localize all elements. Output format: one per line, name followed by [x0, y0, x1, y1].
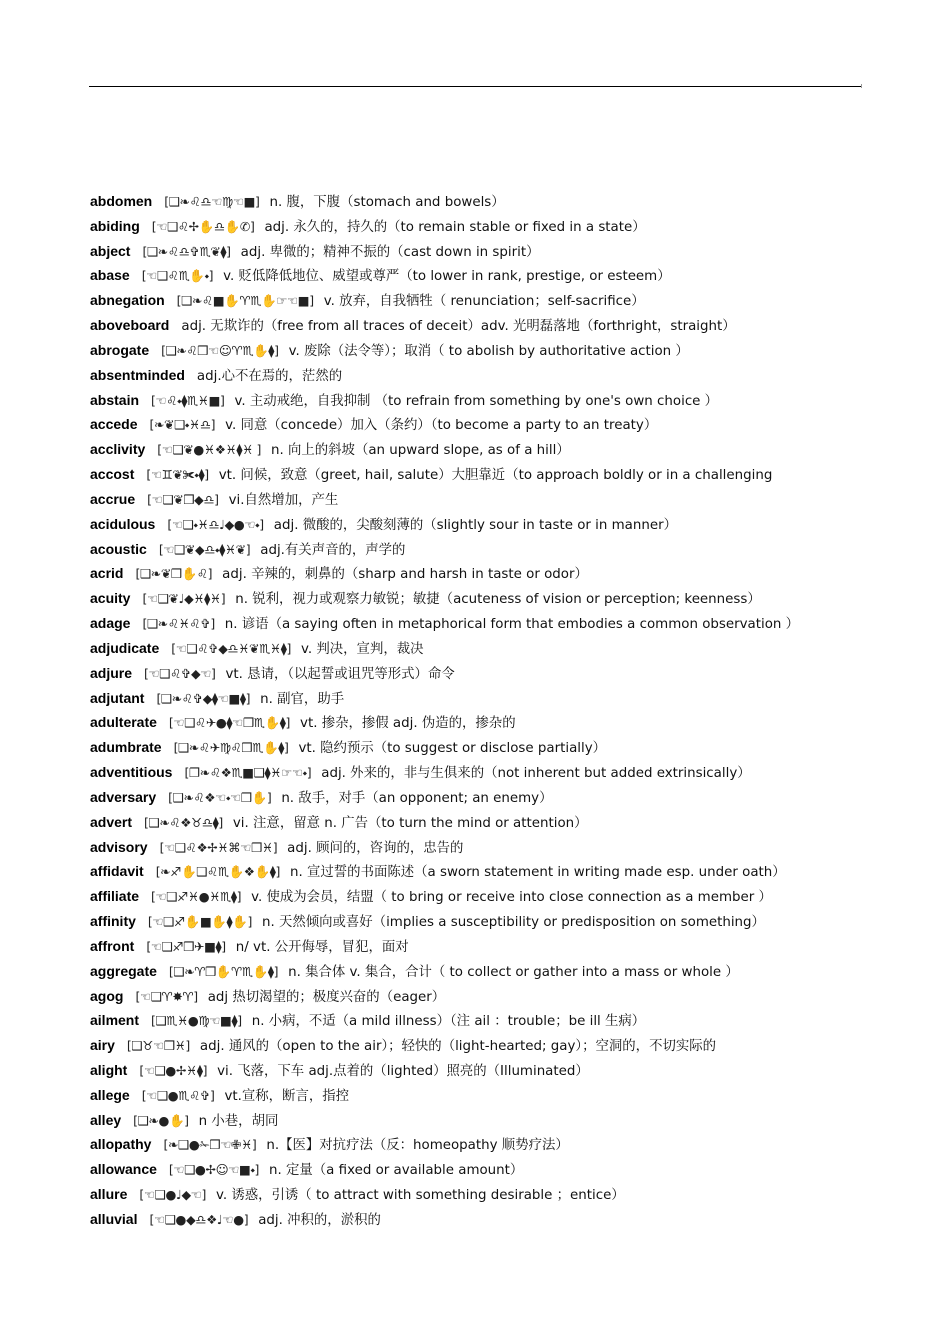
entry-pronunciation: [❐❧♌❖♏■❑⧫♓☞☜⬩]	[184, 765, 312, 781]
entry-headword: airy	[90, 1037, 115, 1054]
entry-pronunciation: [❑❧❦❒✋♌]	[135, 566, 213, 582]
entry-definition: v. 贬低降低地位、威望或尊严（to lower in rank, prestige, or esteem）	[223, 269, 671, 285]
vocabulary-entry	[90, 539, 870, 564]
vocabulary-entry	[90, 1035, 870, 1060]
entry-headword: adversary	[90, 788, 157, 805]
entry-definition: adj 热切渴望的；极度兴奋的（eager）	[207, 989, 446, 1005]
vocabulary-entry	[90, 1060, 870, 1085]
entry-definition: n. 定量（a fixed or available amount）	[269, 1163, 524, 1179]
entry-definition: v. 使成为会员，结盟（ to bring or receive into close connection as a member ）	[251, 890, 772, 906]
entry-definition: n. 集合体 v. 集合，合计（ to collect or gather into a mass or whole ）	[288, 964, 739, 980]
entry-pronunciation: [☜❑●◆♎❖♩☜●]	[149, 1211, 249, 1227]
entry-definition: vt.宣称，断言，指控	[224, 1088, 350, 1104]
vocabulary-entry	[90, 489, 870, 514]
entry-definition: vt. 掺杂，掺假 adj. 伪造的，掺杂的	[300, 716, 516, 732]
entry-pronunciation: [❑❧●✋]	[133, 1112, 189, 1128]
entry-headword: ailment	[90, 1012, 140, 1029]
entry-headword: alluvial	[90, 1210, 138, 1227]
vocabulary-entry	[90, 688, 870, 713]
entry-pronunciation: [☜❑♈✸♈]	[135, 988, 198, 1004]
vocabulary-entry	[90, 712, 870, 737]
vocabulary-entry	[90, 812, 870, 837]
entry-pronunciation: [❑❧♈❒✋♈♏✋⧫]	[168, 963, 279, 979]
entry-pronunciation: [❑♉☜❒♓]	[126, 1038, 190, 1054]
entry-headword: acclivity	[90, 441, 146, 458]
header-rule-end-mark	[861, 84, 862, 88]
entry-definition: n.【医】对抗疗法（反：homeopathy 顺势疗法）	[266, 1138, 569, 1154]
entry-headword: allowance	[90, 1161, 157, 1178]
entry-headword: aggregate	[90, 962, 157, 979]
entry-pronunciation: [❑❧♌✞◆⧫☜■⧫]	[156, 690, 251, 706]
entry-definition: adj. 永久的，持久的（to remain stable or fixed in a state）	[264, 219, 646, 235]
entry-headword: accede	[90, 416, 138, 433]
vocabulary-entry	[90, 986, 870, 1011]
entry-pronunciation: [☜❑♐❒✈■⧫]	[146, 938, 226, 954]
vocabulary-entry	[90, 613, 870, 638]
entry-pronunciation: [❑❧♌♎✞♏❦⧫]	[142, 243, 231, 259]
entry-definition: adj. 冲积的，淤积的	[258, 1212, 381, 1228]
vocabulary-entry	[90, 265, 870, 290]
vocabulary-entry	[90, 390, 870, 415]
entry-pronunciation: [❧❦❑⬩♓♎]	[149, 417, 216, 433]
entry-headword: acidulous	[90, 515, 156, 532]
entry-definition: adj. 微酸的，尖酸刻薄的（slightly sour in taste or in manner）	[273, 517, 678, 533]
vocabulary-entry	[90, 315, 870, 340]
entry-headword: acuity	[90, 590, 131, 607]
entry-definition: vi.自然增加，产生	[228, 492, 339, 508]
entry-definition: n. 副官，助手	[260, 691, 345, 707]
entry-definition: adj. 通风的（open to the air）；轻快的（light-hearted; gay）；空洞的，不切实际的	[199, 1039, 717, 1055]
entry-headword: advisory	[90, 838, 148, 855]
vocabulary-entry	[90, 886, 870, 911]
entry-definition: v. 同意（concede）加入（条约）（to become a party to an treaty）	[225, 418, 658, 434]
entry-pronunciation: [☜❑♐✋■✋⧫✋]	[147, 914, 252, 930]
entry-definition: n. 向上的斜坡（an upward slope, as of a hill）	[271, 443, 570, 459]
entry-headword: abstain	[90, 391, 140, 408]
entry-pronunciation: [☜❑❦♩◆♓⧫♓]	[142, 591, 226, 607]
entry-definition: adj. 无欺诈的（free from all traces of deceit）adv. 光明磊落地（forthright，straight）	[181, 319, 736, 335]
entry-headword: alight	[90, 1061, 128, 1078]
entry-definition: n. 敌手，对手（an opponent; an enemy）	[281, 790, 553, 806]
entry-definition: v. 判决，宣判，裁决	[300, 641, 424, 657]
entry-pronunciation: [☜❑⬩♓♎♩◆●☜⬩]	[167, 516, 264, 532]
entry-definition: adj.有关声音的，声学的	[260, 542, 406, 558]
vocabulary-entry	[90, 1134, 870, 1159]
entry-headword: adage	[90, 615, 131, 632]
entry-definition: n. 谚语（a saying often in metaphorical form that embodies a common observation ）	[224, 617, 800, 633]
entry-headword: allure	[90, 1186, 128, 1203]
vocabulary-entry	[90, 1010, 870, 1035]
entry-headword: accrue	[90, 490, 136, 507]
vocabulary-entry	[90, 1209, 870, 1234]
entry-pronunciation: [☜❑●♩◆☜]	[139, 1187, 206, 1203]
vocabulary-entry	[90, 290, 870, 315]
entry-pronunciation: [☜❑♌✢✋♎✋✆]	[151, 218, 255, 234]
vocabulary-entry	[90, 762, 870, 787]
entry-definition: v. 诱惑，引诱（ to attract with something desirable ；entice）	[215, 1188, 625, 1204]
entry-headword: affinity	[90, 913, 136, 930]
vocabulary-entry	[90, 365, 870, 390]
entry-headword: abase	[90, 267, 130, 284]
entry-definition: vt. 恳请，（以起誓或诅咒等形式）命令	[225, 666, 455, 682]
entry-definition: vt. 隐约预示（to suggest or disclose partially）	[298, 741, 607, 757]
entry-pronunciation: [☜♌⬩⧫♏♓■]	[151, 392, 225, 408]
vocabulary-entry	[90, 191, 870, 216]
vocabulary-entry	[90, 1085, 870, 1110]
vocabulary-entry	[90, 439, 870, 464]
entry-pronunciation: [☜❑♌✈●⧫☜❒♏✋⧫]	[168, 715, 291, 731]
entry-pronunciation: [☜❑❦❒◆♎]	[147, 491, 219, 507]
entry-definition: v. 放弃，自我牺牲（ renunciation；self-sacrifice）	[323, 294, 645, 310]
entry-headword: agog	[90, 987, 124, 1004]
entry-pronunciation: [☜❑●♏♌✞]	[141, 1087, 215, 1103]
entry-headword: abrogate	[90, 341, 150, 358]
entry-definition: vi. 飞落，下车 adj.点着的（lighted）照亮的（Illuminated）	[217, 1063, 589, 1079]
entry-headword: alley	[90, 1111, 122, 1128]
vocabulary-entry	[90, 961, 870, 986]
entry-headword: acoustic	[90, 540, 147, 557]
entry-definition: vt. 问候，致意（greet, hail, salute）大胆靠近（to approach boldly or in a challenging	[218, 468, 773, 484]
entry-definition: n. 小病，不适（a mild illness）（注 ail ：trouble；be ill 生病）	[251, 1014, 646, 1030]
entry-pronunciation: [❑❧♌■✋♈♏✋☞☜■]	[176, 293, 314, 309]
entry-headword: absentminded	[90, 366, 185, 383]
entry-definition: v. 主动戒绝，自我抑制 （to refrain from something by one's own choice ）	[234, 393, 719, 409]
entry-definition: n/ vt. 公开侮辱，冒犯，面对	[235, 939, 409, 955]
entry-definition: adj.心不在焉的，茫然的	[196, 368, 343, 384]
entry-pronunciation: [☜❑♌✞◆☜]	[144, 665, 216, 681]
entry-pronunciation: [☜❑♌♏✋⬩]	[141, 268, 214, 284]
entry-pronunciation: [❑❧♌❖☜⬩☜❒✋]	[168, 789, 272, 805]
vocabulary-entry	[90, 588, 870, 613]
entry-pronunciation: [☜❑●✢☺☜■⬩]	[168, 1162, 260, 1178]
vocabulary-entry	[90, 737, 870, 762]
entry-headword: adumbrate	[90, 739, 162, 756]
entry-pronunciation: [❑❧♌❖♉♎⧫]	[144, 814, 223, 830]
entry-definition: adj. 辛辣的，刺鼻的（sharp and harsh in taste or odor）	[222, 567, 588, 583]
vocabulary-entry	[90, 340, 870, 365]
vocabulary-entry	[90, 216, 870, 241]
entry-headword: allege	[90, 1086, 130, 1103]
entry-pronunciation: [❧♐✋❑♌♏✋❖✋⧫]	[155, 864, 281, 880]
entry-definition: n. 宣过誓的书面陈述（a sworn statement in writing made esp. under oath）	[290, 865, 786, 881]
header-rule	[89, 86, 862, 87]
vocabulary-entry	[90, 861, 870, 886]
vocabulary-entry	[90, 514, 870, 539]
entry-pronunciation: [❑❧♌♓♌✞]	[142, 616, 215, 632]
entry-definition: n. 腹，下腹（stomach and bowels）	[269, 195, 505, 210]
entry-definition: adj. 顾问的，咨询的，忠告的	[287, 840, 464, 856]
entry-definition: vi. 注意，留意 n. 广告（to turn the mind or attention）	[232, 815, 588, 831]
entry-headword: affidavit	[90, 863, 144, 880]
entry-definition: v. 废除（法令等）；取消（ to abolish by authoritative action ）	[288, 343, 689, 359]
vocabulary-entry	[90, 464, 870, 489]
entry-headword: adjure	[90, 664, 133, 681]
vocabulary-entry	[90, 663, 870, 688]
entry-definition: n. 锐利，视力或观察力敏锐；敏捷（acuteness of vision or perception; keenness）	[235, 592, 761, 608]
entry-headword: affiliate	[90, 888, 140, 905]
entry-headword: adjutant	[90, 689, 145, 706]
entry-headword: adventitious	[90, 764, 173, 781]
vocabulary-entry	[90, 414, 870, 439]
entry-definition: n. 天然倾向或喜好（implies a susceptibility or predisposition on something）	[261, 915, 765, 931]
vocabulary-entry	[90, 936, 870, 961]
vocabulary-entry	[90, 787, 870, 812]
vocabulary-entry	[90, 1184, 870, 1209]
entry-headword: abject	[90, 242, 131, 259]
entry-pronunciation: [☜❑♐♓●♓♏⧫]	[151, 889, 242, 905]
entry-headword: adulterate	[90, 714, 157, 731]
entry-pronunciation: [☜❑♌❖✢♓⌘☜❒♓]	[159, 839, 278, 855]
entry-headword: accost	[90, 466, 135, 483]
entry-pronunciation: [❑❧♌✈♍♌❒♏✋⧫]	[173, 740, 289, 756]
entry-headword: allopathy	[90, 1136, 152, 1153]
vocabulary-entry	[90, 241, 870, 266]
entry-headword: abiding	[90, 217, 140, 234]
vocabulary-entry	[90, 563, 870, 588]
entry-definition: n 小巷，胡同	[198, 1113, 279, 1129]
entry-pronunciation: [❑❧♌♎☜♍☜■]	[164, 194, 260, 209]
vocabulary-entry	[90, 837, 870, 862]
vocabulary-entry	[90, 638, 870, 663]
entry-pronunciation: [❧❑●✁❒☜✙♓]	[163, 1137, 257, 1153]
entry-headword: affront	[90, 937, 135, 954]
entry-pronunciation: [☜♊❦✀⬩⧫]	[146, 467, 209, 483]
entry-headword: adjudicate	[90, 639, 160, 656]
entry-pronunciation: [❑❧♌❒☜☺♈♏✋⧫]	[161, 342, 279, 358]
entry-headword: aboveboard	[90, 317, 170, 334]
entry-pronunciation: [❑♏♓●♍☜■⧫]	[151, 1013, 242, 1029]
vocabulary-entry	[90, 1110, 870, 1135]
entry-pronunciation: [☜❑❦●♓❖♓⧫♓ ]	[157, 442, 261, 458]
entry-definition: adj. 卑微的；精神不振的（cast down in spirit）	[240, 244, 540, 260]
entry-headword: abdomen	[90, 193, 153, 209]
entry-headword: abnegation	[90, 292, 165, 309]
entry-headword: acrid	[90, 565, 124, 582]
entry-pronunciation: [☜❑❦◆♎⬩⧫♓❦]	[158, 541, 251, 557]
entry-definition: adj. 外来的，非与生俱来的（not inherent but added extrinsically）	[321, 766, 751, 782]
vocabulary-entry	[90, 1159, 870, 1184]
entry-pronunciation: [☜❑♌✞◆♎♓❦♏♓⧫]	[171, 640, 291, 656]
entry-pronunciation: [☜❑●✢♓⧫]	[139, 1062, 208, 1078]
vocabulary-list	[90, 191, 870, 1234]
vocabulary-entry	[90, 911, 870, 936]
entry-headword: advert	[90, 813, 133, 830]
